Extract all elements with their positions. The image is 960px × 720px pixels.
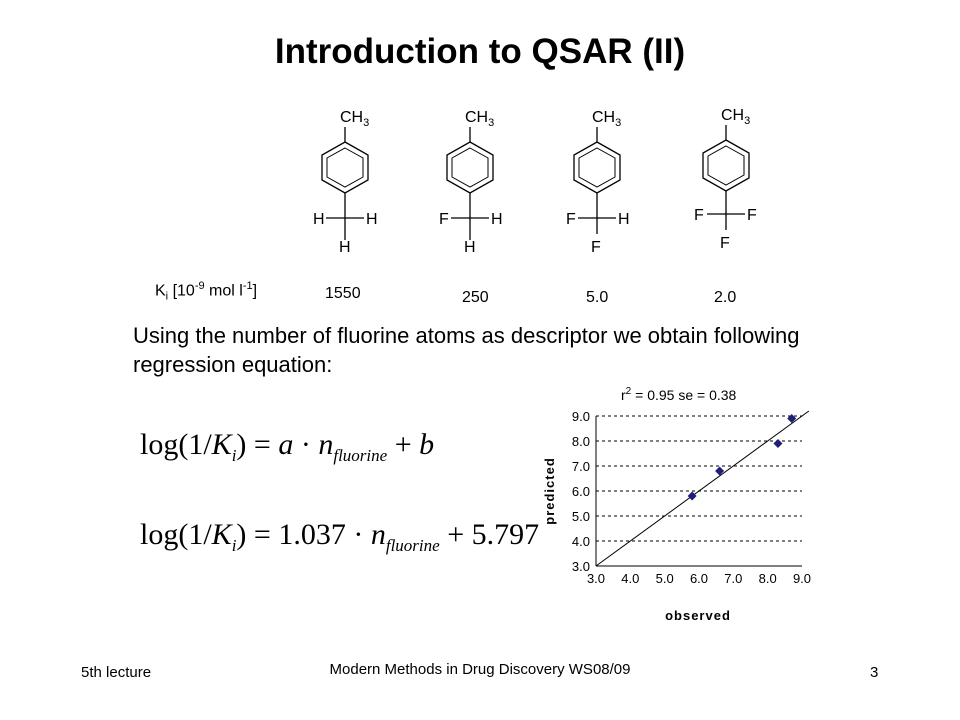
chart-title bbox=[621, 386, 737, 403]
chart-svg bbox=[530, 383, 830, 628]
substituent-left: F bbox=[439, 211, 449, 228]
methyl-label bbox=[340, 109, 369, 129]
page-number: 3 bbox=[870, 664, 879, 681]
ki-exp: -9 bbox=[194, 280, 205, 292]
substituent-bottom: H bbox=[464, 239, 476, 256]
eq-k: K bbox=[211, 428, 232, 461]
methyl-label bbox=[721, 107, 750, 127]
eq-plus: + bbox=[439, 518, 472, 551]
title-exp: 2 bbox=[625, 386, 632, 397]
eq-n-sub: fluorine bbox=[333, 446, 388, 465]
ki-close: ] bbox=[252, 282, 258, 300]
x-tick-label: 7.0 bbox=[724, 571, 743, 586]
ki-value-4: 2.0 bbox=[714, 289, 737, 306]
y-axis-label: predicted bbox=[542, 457, 557, 525]
ch-text: CH bbox=[340, 109, 364, 126]
benzene-inner bbox=[452, 148, 488, 187]
substituent-right: H bbox=[491, 211, 503, 228]
ch-text: CH bbox=[721, 107, 745, 124]
molecule-1 bbox=[300, 100, 400, 265]
x-tick-label: 8.0 bbox=[758, 571, 777, 586]
eq-b: 5.797 bbox=[471, 518, 540, 551]
body-text: Using the number of fluorine atoms as descriptor we obtain following regression equation: bbox=[133, 323, 800, 377]
scatter-chart bbox=[530, 383, 830, 633]
y-tick-label: 7.0 bbox=[571, 459, 590, 474]
title-rest: = 0.95 se = 0.38 bbox=[631, 387, 737, 403]
x-axis-label: observed bbox=[665, 608, 731, 623]
molecule-4 bbox=[677, 100, 777, 265]
methyl-label bbox=[465, 109, 494, 129]
x-tick-label: 9.0 bbox=[792, 571, 812, 586]
benzene-ring bbox=[574, 142, 620, 193]
eq-lhs: log(1/ bbox=[140, 428, 212, 461]
ki-label bbox=[155, 280, 257, 303]
benzene-ring bbox=[322, 142, 368, 193]
substituent-right: H bbox=[618, 211, 630, 228]
eq-n: n bbox=[370, 518, 386, 551]
ch3-sub: 3 bbox=[488, 117, 495, 129]
y-tick-label: 9.0 bbox=[571, 409, 590, 424]
ch3-sub: 3 bbox=[615, 117, 622, 129]
y-tick-label: 5.0 bbox=[571, 509, 590, 524]
title-r: r bbox=[621, 387, 626, 403]
benzene-inner bbox=[708, 146, 744, 185]
eq-mid: ) = bbox=[236, 518, 279, 551]
ch3-sub: 3 bbox=[363, 117, 370, 129]
molecule-1-drawing bbox=[300, 100, 400, 260]
footer-center: Modern Methods in Drug Discovery WS08/09 bbox=[329, 661, 631, 678]
substituent-bottom: F bbox=[591, 239, 601, 256]
equation-fitted bbox=[140, 518, 540, 555]
x-tick-label: 3.0 bbox=[586, 571, 606, 586]
eq-lhs: log(1/ bbox=[140, 518, 212, 551]
molecule-2 bbox=[423, 100, 523, 265]
eq-ki-sub: i bbox=[231, 536, 237, 555]
substituent-left: H bbox=[313, 211, 325, 228]
methyl-label bbox=[592, 109, 621, 129]
molecule-4-drawing bbox=[677, 100, 777, 260]
ch-text: CH bbox=[592, 109, 616, 126]
ki-value-3: 5.0 bbox=[586, 289, 609, 306]
eq-n: n bbox=[318, 428, 334, 461]
x-tick-label: 4.0 bbox=[621, 571, 640, 586]
molecule-3 bbox=[550, 100, 650, 265]
x-tick-label: 6.0 bbox=[689, 571, 709, 586]
regression-line bbox=[596, 411, 809, 566]
eq-mid: ) = bbox=[236, 428, 279, 461]
molecule-3-drawing bbox=[550, 100, 650, 260]
ki-k: K bbox=[155, 282, 166, 300]
y-tick-label: 8.0 bbox=[571, 434, 590, 449]
eq-a: a bbox=[278, 428, 294, 461]
data-point bbox=[688, 492, 697, 501]
eq-plus: + bbox=[387, 428, 420, 461]
data-point bbox=[773, 439, 782, 448]
ki-value-1: 1550 bbox=[325, 285, 361, 302]
benzene-inner bbox=[327, 148, 363, 187]
ki-unit-exp: -1 bbox=[242, 280, 253, 292]
eq-b: b bbox=[419, 428, 435, 461]
x-tick-label: 5.0 bbox=[655, 571, 674, 586]
y-tick-label: 4.0 bbox=[571, 534, 590, 549]
benzene-ring bbox=[703, 140, 749, 191]
equation-general bbox=[140, 428, 435, 465]
ch-text: CH bbox=[465, 109, 489, 126]
substituent-right: H bbox=[366, 211, 378, 228]
substituent-left: F bbox=[566, 211, 576, 228]
substituent-bottom: H bbox=[339, 239, 351, 256]
y-tick-label: 3.0 bbox=[571, 559, 590, 574]
ki-sub: i bbox=[165, 290, 169, 303]
slide-title: Introduction to QSAR (II) bbox=[274, 32, 686, 71]
ch3-sub: 3 bbox=[744, 115, 751, 127]
ki-mid: [10 bbox=[168, 282, 195, 300]
eq-k: K bbox=[211, 518, 232, 551]
substituent-right: F bbox=[747, 207, 757, 224]
benzene-ring bbox=[447, 142, 493, 193]
eq-dot: · bbox=[345, 518, 371, 551]
footer-left: 5th lecture bbox=[81, 664, 152, 681]
eq-dot: · bbox=[293, 428, 319, 461]
substituent-bottom: F bbox=[720, 235, 730, 252]
eq-a: 1.037 bbox=[278, 518, 346, 551]
ki-unit: mol l bbox=[204, 282, 243, 300]
benzene-inner bbox=[579, 148, 615, 187]
eq-n-sub: fluorine bbox=[385, 536, 440, 555]
grid-lines bbox=[596, 416, 802, 541]
molecule-2-drawing bbox=[423, 100, 523, 260]
y-tick-label: 6.0 bbox=[571, 484, 590, 499]
eq-ki-sub: i bbox=[231, 446, 237, 465]
substituent-left: F bbox=[694, 207, 704, 224]
ki-value-2: 250 bbox=[462, 289, 489, 306]
